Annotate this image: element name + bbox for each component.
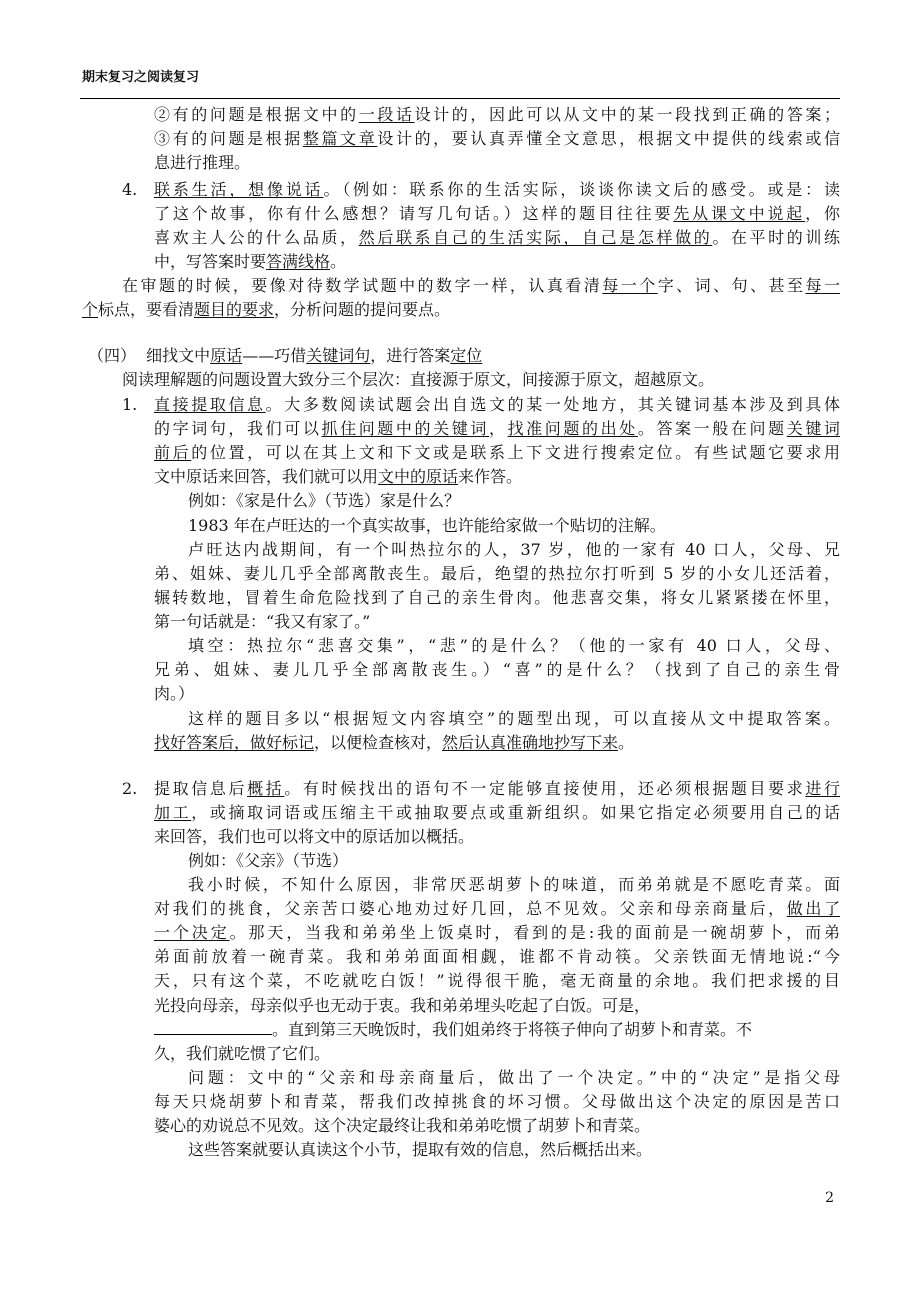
fill-in-blank bbox=[154, 1020, 272, 1035]
text-line: 问题：文中的“父亲和母亲商量后，做出了一个决定。”中的“决定”是指父母 bbox=[188, 1068, 840, 1087]
text-line: 在审题的时候，要像对待数学试题中的数字一样，认真看清每一个字、词、句、甚至每一 bbox=[122, 276, 840, 295]
text-line: 。直到第三天晚饭时，我们姐弟终于将筷子伸向了胡萝卜和青菜。不 bbox=[154, 1018, 752, 1042]
text-line: 个标点，要看清题目的要求，分析问题的提问要点。 bbox=[82, 300, 451, 319]
text-line: 婆心的劝说总不见效。这个决定最终让我和弟弟吃惯了胡萝卜和青菜。 bbox=[154, 1116, 651, 1135]
text-line: 前后的位置，可以在其上文和下文或是联系上下文进行搜索定位。有些试题它要求用 bbox=[154, 443, 840, 462]
text-line: 天，只有这个菜，不吃就吃白饭！”说得很干脆，毫无商量的余地。我们把求援的目 bbox=[154, 971, 840, 990]
text-line: 弟面前放着一碗青菜。我和弟弟面面相觑，谁都不肯动筷。父亲铁面无情地说:“今 bbox=[154, 947, 840, 966]
text-line: 1983 年在卢旺达的一个真实故事，也许能给家做一个贴切的注解。 bbox=[188, 516, 666, 535]
text-line: 找好答案后，做好标记，以便检查核对，然后认真准确地抄写下来。 bbox=[154, 733, 635, 752]
text-line: 的字词句，我们可以抓住问题中的关键词，找准问题的出处。答案一般在问题关键词 bbox=[154, 419, 840, 438]
text-line: 了这个故事，你有什么感想？请写几句话。）这样的题目往往要先从课文中说起，你 bbox=[154, 204, 840, 223]
text-line: 这些答案就要认真读这个小节，提取有效的信息，然后概括出来。 bbox=[188, 1140, 653, 1159]
text-line: 喜欢主人公的什么品质，然后联系自己的生活实际，自己是怎样做的。在平时的训练 bbox=[154, 228, 840, 247]
text-line: 久，我们就吃惯了它们。 bbox=[154, 1044, 331, 1063]
text-line: 肉。） bbox=[154, 684, 195, 703]
text-line: 来回答，我们也可以将文中的原话加以概括。 bbox=[154, 827, 475, 846]
list-number: 2. bbox=[122, 779, 138, 798]
list-number: 1. bbox=[122, 395, 138, 414]
text-line: 卢旺达内战期间，有一个叫热拉尔的人，37 岁，他的一家有 40 口人，父母、兄 bbox=[188, 540, 840, 559]
text-line: 直接提取信息。大多数阅读试题会出自选文的某一处地方，其关键词基本涉及到具体 bbox=[154, 395, 840, 414]
text-line: 辗转数地，冒着生命危险找到了自己的亲生骨肉。他悲喜交集，将女儿紧紧搂在怀里， bbox=[154, 588, 840, 607]
text-line: 文中原话来回答，我们就可以用文中的原话来作答。 bbox=[154, 467, 523, 486]
text-line: 光投向母亲，母亲似乎也无动于衷。我和弟弟埋头吃起了白饭。可是， bbox=[154, 996, 651, 1015]
text-line: 每天只烧胡萝卜和青菜，帮我们改掉挑食的坏习惯。父母做出这个决定的原因是苦口 bbox=[154, 1092, 840, 1111]
text-line: 阅读理解题的问题设置大致分三个层次：直接源于原文，间接源于原文，超越原文。 bbox=[122, 370, 715, 389]
list-number: 4. bbox=[122, 180, 138, 199]
text-line: 弟、姐妹、妻儿几乎全部离散丧生。最后，绝望的热拉尔打听到 5 岁的小女儿还活着， bbox=[154, 564, 840, 583]
text-line: 一个决定。那天，当我和弟弟坐上饭桌时，看到的是:我的面前是一碗胡萝卜，而弟 bbox=[154, 923, 840, 942]
text-line: 第一句话就是：“我又有家了。” bbox=[154, 612, 371, 631]
section-heading: （四） 细找文中原话——巧借关键词句，进行答案定位 bbox=[88, 346, 483, 365]
text-line: 填空：热拉尔“悲喜交集”，“悲”的是什么？（他的一家有 40 口人，父母、 bbox=[188, 636, 840, 655]
page-header-title: 期末复习之阅读复习 bbox=[82, 70, 200, 85]
header-divider bbox=[80, 98, 840, 99]
text-line: 这样的题目多以“根据短文内容填空”的题型出现，可以直接从文中提取答案。 bbox=[188, 709, 840, 728]
text-line: 例如：《家是什么》（节选）家是什么？ bbox=[188, 491, 461, 510]
text-line: ②有的问题是根据文中的一段话设计的，因此可以从文中的某一段找到正确的答案； bbox=[154, 105, 840, 124]
text-line: 加工，或摘取词语或压缩主干或抽取要点或重新组织。如果它指定必须要用自己的话 bbox=[154, 803, 840, 822]
page-number: 2 bbox=[825, 1190, 834, 1206]
text-line: 联系生活，想像说话。（例如：联系你的生活实际，谈谈你读文后的感受。或是：读 bbox=[154, 180, 840, 199]
text-line: 提取信息后概括。有时候找出的语句不一定能够直接使用，还必须根据题目要求进行 bbox=[154, 779, 840, 798]
text-line: 兄弟、姐妹、妻儿几乎全部离散丧生。）“喜”的是什么？（找到了自己的亲生骨 bbox=[154, 660, 840, 679]
text-line: ③有的问题是根据整篇文章设计的，要认真弄懂全文意思，根据文中提供的线索或信 bbox=[154, 129, 840, 148]
text-line: 例如：《父亲》（节选） bbox=[188, 851, 349, 870]
text-line: 息进行推理。 bbox=[154, 153, 251, 172]
text-line: 中，写答案时要答满线格。 bbox=[154, 252, 347, 271]
text-line: 我小时候，不知什么原因，非常厌恶胡萝卜的味道，而弟弟就是不愿吃青菜。面 bbox=[188, 875, 840, 894]
text-line: 对我们的挑食，父亲苦口婆心地劝过好几回，总不见效。父亲和母亲商量后，做出了 bbox=[154, 899, 840, 918]
